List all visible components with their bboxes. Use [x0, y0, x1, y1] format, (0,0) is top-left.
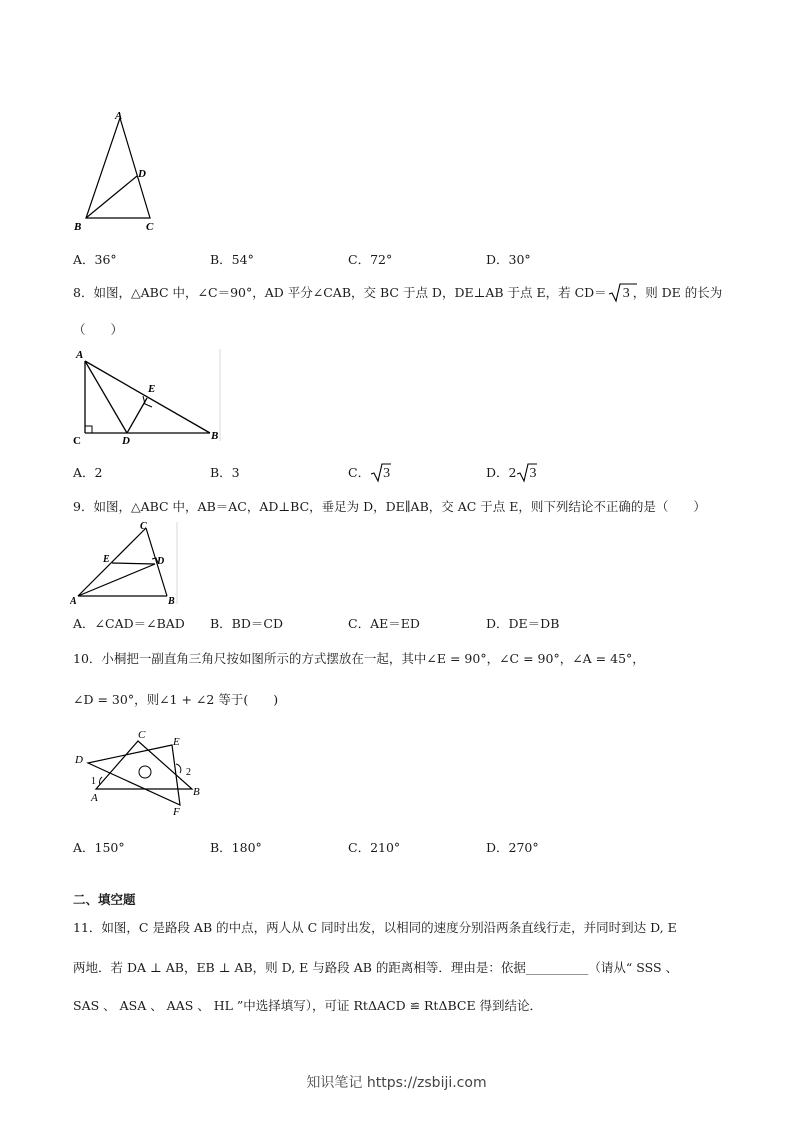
q8-paren: （ ） [73, 322, 124, 337]
q8-stem [73, 285, 722, 302]
q8-option-b: B．3 [210, 465, 240, 480]
q10-label-b: B [193, 786, 200, 798]
q9-label-a: A [70, 596, 77, 607]
q9-option-d: D．DE＝DB [486, 616, 560, 631]
q8-label-a: A [76, 349, 84, 361]
q10-option-c: C．210° [348, 840, 401, 855]
q7-label-b: B [74, 221, 82, 233]
q8-stem-part2: ，则 DE 的长为 [632, 285, 723, 300]
q10-label-f: F [173, 806, 180, 818]
q9-stem: 9．如图，△ABC 中，AB＝AC，AD⊥BC，垂足为 D，DE∥AB，交 AC 于点 E，则下列结论不正确的是（ ） [73, 499, 706, 514]
q7-triangle-figure [70, 106, 165, 236]
q7-label-d: D [138, 168, 146, 180]
q11-line3: SAS 、 ASA 、 AAS 、 HL ”中选择填写），可证 RtΔACD ≌ RtΔBCE 得到结论． [73, 998, 543, 1013]
q8-option-a: A．2 [73, 465, 103, 480]
q7-label-a: A [115, 110, 123, 122]
q9-option-a: A．∠CAD＝∠BAD [73, 616, 185, 631]
q7-option-a: A．36° [73, 252, 117, 267]
q11-line2: 两地．若 DA ⊥ AB，EB ⊥ AB，则 D, E 与路段 AB 的距离相等．理由是：依据__________（请从“ SSS 、 [73, 960, 679, 975]
q8-label-c: C [73, 435, 81, 445]
q7-option-c: C．72° [348, 252, 393, 267]
q10-label-d: D [75, 754, 83, 766]
q9-label-c: C [140, 521, 147, 532]
q8-stem-part1: 8．如图，△ABC 中，∠C＝90°，AD 平分∠CAB，交 BC 于点 D，DE⊥AB 于点 E，若 CD＝ [73, 285, 607, 300]
q9-label-b: B [168, 596, 175, 607]
q10-set-squares-figure [72, 725, 212, 820]
q10-stem-line2: ∠D = 30°，则∠1 + ∠2 等于( ) [73, 692, 279, 707]
q10-label-2: 2 [186, 767, 191, 778]
q11-line1: 11．如图，C 是路段 AB 的中点，两人从 C 同时出发，以相同的速度分别沿两条直线行走，并同时到达 D, E [73, 920, 677, 935]
q10-option-d: D．270° [486, 840, 539, 855]
q10-label-c: C [138, 729, 146, 741]
q7-option-b: B．54° [210, 252, 254, 267]
q8-label-b: B [211, 430, 219, 442]
q9-option-b: B．BD＝CD [210, 616, 283, 631]
q8-label-e: E [148, 383, 156, 395]
q10-label-a: A [91, 792, 98, 804]
q8-triangle-figure [70, 345, 230, 445]
footer-watermark: 知识笔记 https://zsbiji.com [306, 1075, 487, 1091]
q7-option-d: D．30° [486, 252, 531, 267]
q8-sqrt: 3 [608, 285, 632, 302]
q8-option-d: D．2 3 [486, 465, 537, 481]
q10-label-e: E [173, 736, 180, 748]
q10-option-b: B．180° [210, 840, 262, 855]
section-title-fill-in: 二、填空题 [73, 892, 136, 907]
q9-label-d: D [157, 556, 165, 567]
q8-option-c: C． 3 [348, 465, 391, 481]
q10-label-1: 1 [91, 776, 96, 787]
q9-label-e: E [103, 554, 110, 565]
q7-label-c: C [146, 221, 154, 233]
q9-triangle-figure [70, 518, 185, 608]
q10-stem-line1: 10．小桐把一副直角三角尺按如图所示的方式摆放在一起，其中∠E = 90°，∠C = 90°，∠A = 45°， [73, 651, 645, 666]
q10-option-a: A．150° [73, 840, 125, 855]
q8-label-d: D [122, 435, 130, 445]
q9-option-c: C．AE＝ED [348, 616, 420, 631]
